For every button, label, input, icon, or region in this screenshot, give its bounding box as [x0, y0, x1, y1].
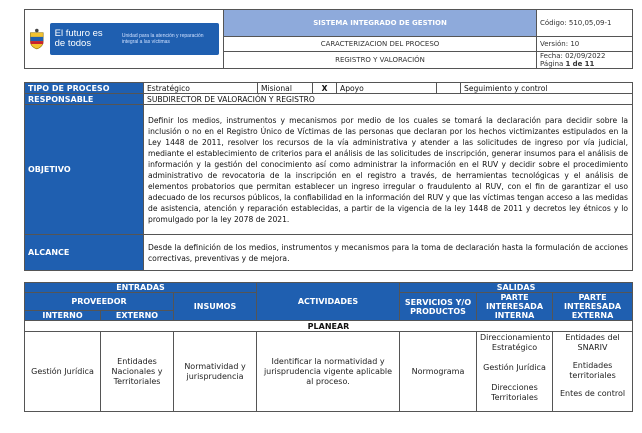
- system-title: SISTEMA INTEGRADO DE GESTION: [224, 10, 537, 37]
- tipo-estrategico: Estratégico: [144, 83, 258, 94]
- list-item: Entes de control: [559, 389, 626, 398]
- tipo-apoyo: Apoyo: [337, 83, 437, 94]
- parte-externa-header: PARTE INTERESADA EXTERNA: [553, 293, 633, 321]
- tipo-proceso-label: TIPO DE PROCESO: [25, 83, 144, 94]
- objetivo-label: OBJETIVO: [25, 105, 144, 235]
- tipo-seguimiento: Seguimiento y control: [461, 83, 633, 94]
- list-item: Direcciones Territoriales: [491, 383, 538, 402]
- process-info-table: [24, 82, 633, 271]
- row-externo: Entidades Nacionales y Territoriales: [101, 332, 174, 412]
- row-interno: Gestión Jurídica: [25, 332, 101, 412]
- salidas-header: SALIDAS: [400, 283, 633, 293]
- logo-cell: [25, 10, 224, 69]
- externo-header: EXTERNO: [101, 311, 174, 321]
- insumos-header: INSUMOS: [174, 293, 257, 321]
- responsable-label: RESPONSABLE: [25, 94, 144, 105]
- interno-header: INTERNO: [25, 311, 101, 321]
- row-parte-externa: [553, 332, 633, 412]
- institution-logo: [29, 13, 219, 65]
- list-item: Entidades territoriales: [569, 361, 616, 380]
- proveedor-header: PROVEEDOR: [25, 293, 174, 311]
- doc-date: Fecha: 02/09/2022: [540, 52, 606, 60]
- tipo-apoyo-mark: [437, 83, 461, 94]
- entradas-salidas-table: [24, 282, 633, 412]
- actividades-header: ACTIVIDADES: [257, 283, 400, 321]
- planear-section: PLANEAR: [25, 321, 633, 332]
- list-item: Gestión Jurídica: [483, 363, 546, 372]
- doc-version: Versión: 10: [537, 37, 633, 52]
- brand-block: [50, 23, 219, 55]
- tipo-misional: Misional: [258, 83, 313, 94]
- row-actividad: Identificar la normatividad y jurisprudencia vigente aplicable al proceso.: [257, 332, 400, 412]
- row-servicio: Normograma: [400, 332, 477, 412]
- alcance-label: ALCANCE: [25, 235, 144, 271]
- row-insumos: Normatividad y jurisprudencia: [174, 332, 257, 412]
- entradas-header: ENTRADAS: [25, 283, 257, 293]
- parte-interna-header: PARTE INTERESADA INTERNA: [477, 293, 553, 321]
- alcance-text: Desde la definición de los medios, instrumentos y mecanismos para la toma de declaración hasta la formulación de acciones correctivas, preventivas y de mejora.: [144, 235, 633, 271]
- servicios-header: SERVICIOS Y/O PRODUCTOS: [400, 293, 477, 321]
- coat-of-arms-icon: [29, 24, 45, 54]
- doc-date-page: [537, 52, 633, 69]
- brand-main: El futuro es de todos: [54, 28, 103, 49]
- document-header: [24, 9, 633, 69]
- list-item: Entidades del SNARIV: [565, 333, 620, 352]
- process-name: CARACTERIZACION DEL PROCESO: [224, 37, 537, 52]
- page-indicator: Página 1 de 11: [540, 60, 595, 68]
- list-item: Direccionamiento Estratégico: [480, 333, 551, 352]
- table-row: [25, 332, 633, 412]
- doc-code: Código: 510,05,09-1: [537, 10, 633, 37]
- row-parte-interna: [477, 332, 553, 412]
- tipo-misional-mark: X: [313, 83, 337, 94]
- responsable-value: SUBDIRECTOR DE VALORACIÓN Y REGISTRO: [144, 94, 633, 105]
- subprocess-name: REGISTRO Y VALORACIÓN: [224, 52, 537, 69]
- objetivo-text: Definir los medios, instrumentos y mecanismos por medio de los cuales se tomará la declaración para decidir sobre la inclusión o no en el Registro Único de Víctimas de las personas que declaran por los hechos victimizantes estipulados en la Ley 1448 de 2011, resolver los recursos de la vía administrativa y atender a las solicitudes de ingreso por vía judicial, mediante el establecimiento de criterios para el análisis de las solicitudes de inscripción, generar insumos para el análisis de información y la gestión del conocimiento así como administrar la información en el RUV y decidir sobre el procedimiento administrativo de revocatoria de la inscripción en el registro a través, de herramientas tecnológicas y el análisis de elementos probatorios que permitan establecer un ingreso irregular o fraudulento al RUV, con el fin de garantizar el uso adecuado de los recursos públicos, la confiabilidad en la información del RUV y que las víctimas tengan acceso a las medidas de asistencia, atención y reparación establecidas, a partir de la vigencia de la ley 1448 de 2011 y decretos ley étnicos y lo promulgado por la ley 2078 de 2021.: [144, 105, 633, 235]
- brand-sub: Unidad para la atención y reparación integral a las víctimas: [121, 33, 204, 45]
